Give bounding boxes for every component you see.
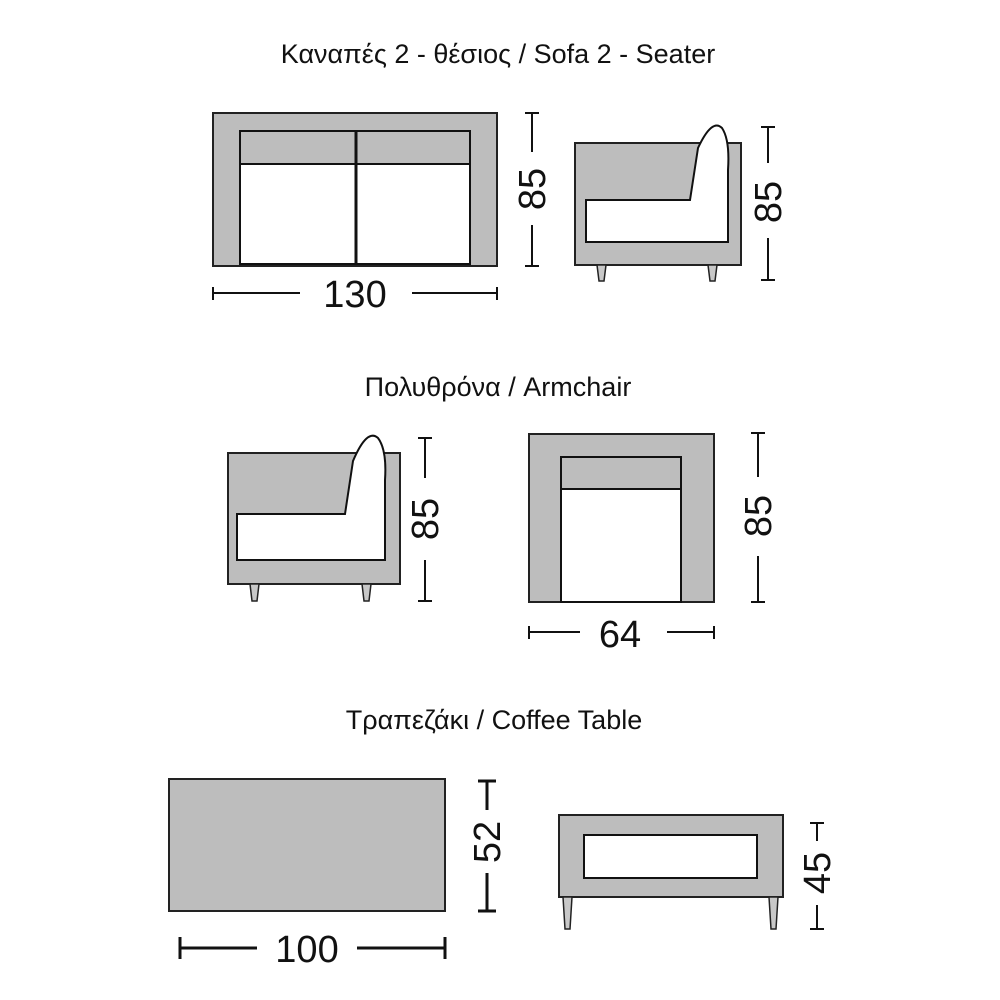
sofa-side-height-label: 85 <box>748 180 790 224</box>
armchair-side-height-label: 85 <box>405 497 447 541</box>
sofa-leg-left <box>597 265 606 281</box>
table-height-dimension <box>797 823 839 929</box>
armchair-side-view <box>228 436 400 601</box>
armchair-leg-right <box>362 584 371 601</box>
sofa-front-height-dimension <box>512 113 554 266</box>
sofa-leg-right <box>708 265 717 281</box>
table-title: Τραπεζάκι / Coffee Table <box>345 705 643 735</box>
armchair-front-height-label: 85 <box>738 494 780 538</box>
armchair-side-height-dimension <box>405 438 447 601</box>
sofa-front-height-label: 85 <box>512 167 554 211</box>
sofa-side-height-dimension <box>748 127 790 280</box>
table-leg-right <box>769 897 778 929</box>
armchair-front-view <box>529 434 714 602</box>
table-depth-dimension <box>467 781 509 911</box>
armchair-leg-left <box>250 584 259 601</box>
armchair-front-height-dimension <box>738 433 780 602</box>
sofa-width-dimension <box>213 274 497 316</box>
sofa-seat-left <box>240 164 356 264</box>
table-side-view <box>559 815 783 929</box>
sofa-side-view <box>575 126 741 282</box>
table-width-dimension <box>180 929 445 971</box>
armchair-backrest <box>561 457 681 489</box>
table-width-label: 100 <box>275 929 339 971</box>
sofa-front-view <box>213 113 497 266</box>
table-top-surface <box>169 779 445 911</box>
table-leg-left <box>563 897 572 929</box>
table-top-view <box>169 779 445 911</box>
table-height-label: 45 <box>797 851 839 895</box>
table-side-opening <box>584 835 757 878</box>
armchair-width-label: 64 <box>598 614 642 656</box>
sofa-seat-right <box>356 164 470 264</box>
armchair-seat <box>561 489 681 602</box>
table-depth-label: 52 <box>467 820 509 864</box>
armchair-width-dimension <box>529 614 714 656</box>
sofa-title: Καναπές 2 - θέσιος / Sofa 2 - Seater <box>280 39 716 69</box>
armchair-title: Πολυθρόνα / Armchair <box>364 372 632 402</box>
sofa-width-label: 130 <box>323 274 387 316</box>
